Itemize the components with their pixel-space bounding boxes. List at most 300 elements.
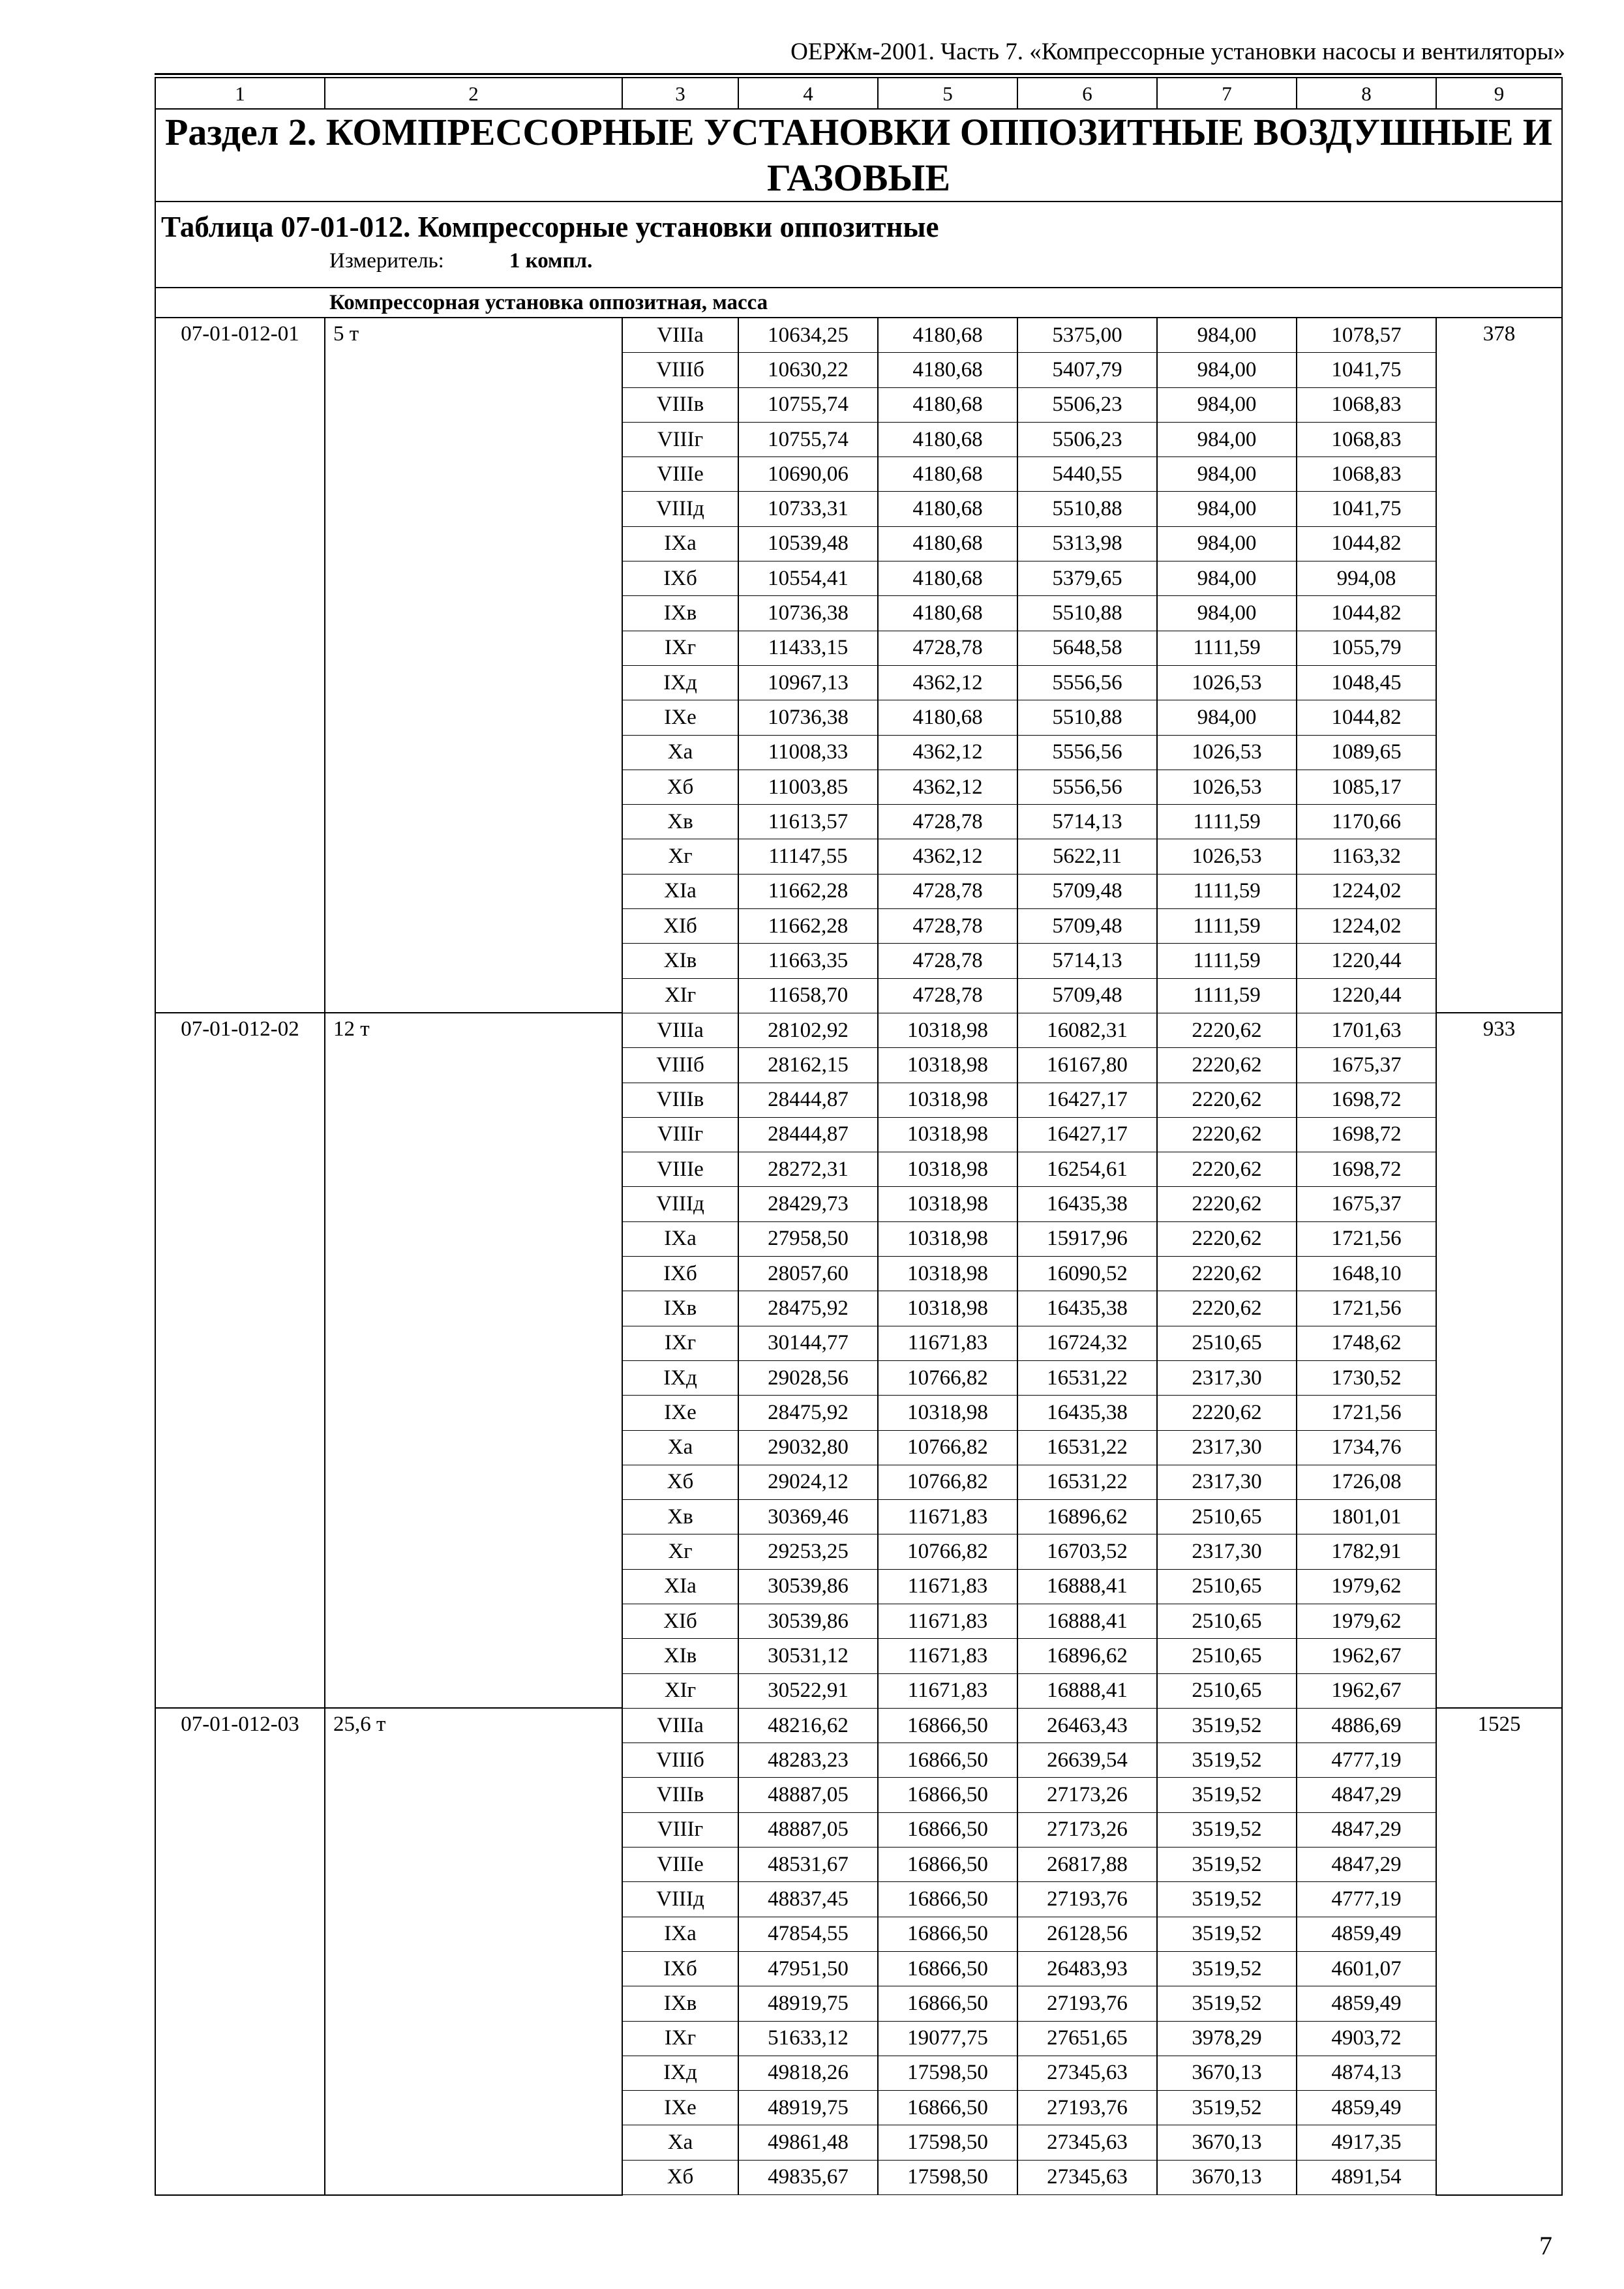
value-cell: 10318,98	[878, 1152, 1017, 1187]
value-cell: 4917,35	[1297, 2125, 1436, 2160]
value-cell: 1734,76	[1297, 1430, 1436, 1465]
value-cell: 2317,30	[1157, 1360, 1297, 1395]
value-cell: 30531,12	[738, 1639, 878, 1673]
value-cell: 1111,59	[1157, 944, 1297, 978]
value-cell: 4728,78	[878, 631, 1017, 665]
value-cell: 3978,29	[1157, 2021, 1297, 2056]
category-cell: IXe	[622, 2091, 738, 2125]
value-cell: 10318,98	[878, 1221, 1017, 1256]
value-cell: 2220,62	[1157, 1396, 1297, 1430]
value-cell: 5709,48	[1017, 874, 1157, 908]
rate-name: 25,6 т	[325, 1708, 622, 2194]
value-cell: 16724,32	[1017, 1326, 1157, 1360]
category-cell: IXб	[622, 561, 738, 596]
value-cell: 10736,38	[738, 700, 878, 735]
column-number: 5	[878, 78, 1017, 109]
value-cell: 5709,48	[1017, 978, 1157, 1013]
value-cell: 5506,23	[1017, 387, 1157, 422]
category-cell: XIв	[622, 1639, 738, 1673]
value-cell: 4180,68	[878, 353, 1017, 387]
value-cell: 1801,01	[1297, 1500, 1436, 1534]
value-cell: 11662,28	[738, 909, 878, 944]
value-cell: 984,00	[1157, 387, 1297, 422]
value-cell: 1962,67	[1297, 1673, 1436, 1708]
value-cell: 27173,26	[1017, 1778, 1157, 1812]
category-cell: IXe	[622, 1396, 738, 1430]
value-cell: 2510,65	[1157, 1326, 1297, 1360]
value-cell: 1224,02	[1297, 909, 1436, 944]
value-cell: 10766,82	[878, 1360, 1017, 1395]
category-cell: Xв	[622, 1500, 738, 1534]
value-cell: 1078,57	[1297, 318, 1436, 353]
value-cell: 1044,82	[1297, 700, 1436, 735]
value-cell: 30522,91	[738, 1673, 878, 1708]
value-cell: 4777,19	[1297, 1882, 1436, 1917]
value-cell: 16896,62	[1017, 1639, 1157, 1673]
value-cell: 10766,82	[878, 1430, 1017, 1465]
value-cell: 30144,77	[738, 1326, 878, 1360]
category-cell: XIб	[622, 1604, 738, 1638]
value-cell: 1089,65	[1297, 735, 1436, 770]
value-cell: 29024,12	[738, 1465, 878, 1499]
value-cell: 11003,85	[738, 770, 878, 804]
value-cell: 4180,68	[878, 387, 1017, 422]
column-number-row	[155, 78, 1562, 109]
category-cell: VIIIд	[622, 1882, 738, 1917]
category-cell: Xa	[622, 2125, 738, 2160]
value-cell: 16866,50	[878, 1708, 1017, 1743]
value-cell: 16090,52	[1017, 1257, 1157, 1291]
value-cell: 11662,28	[738, 874, 878, 908]
value-cell: 16531,22	[1017, 1360, 1157, 1395]
category-cell: IXa	[622, 1221, 738, 1256]
value-cell: 10318,98	[878, 1291, 1017, 1326]
value-cell: 4362,12	[878, 735, 1017, 770]
value-cell: 2510,65	[1157, 1604, 1297, 1638]
category-cell: IXв	[622, 1986, 738, 2021]
value-cell: 4728,78	[878, 909, 1017, 944]
value-cell: 4180,68	[878, 457, 1017, 492]
category-cell: VIIIe	[622, 457, 738, 492]
value-cell: 26463,43	[1017, 1708, 1157, 1743]
value-cell: 4180,68	[878, 492, 1017, 526]
category-cell: VIIIв	[622, 1083, 738, 1117]
value-cell: 1648,10	[1297, 1257, 1436, 1291]
value-cell: 1111,59	[1157, 874, 1297, 908]
value-cell: 10318,98	[878, 1048, 1017, 1083]
category-cell: IXг	[622, 631, 738, 665]
value-cell: 16866,50	[878, 1951, 1017, 1986]
meter-row	[155, 244, 1562, 288]
value-cell: 11613,57	[738, 805, 878, 839]
column-number: 7	[1157, 78, 1297, 109]
category-cell: IXд	[622, 665, 738, 700]
value-cell: 28444,87	[738, 1083, 878, 1117]
value-cell: 5622,11	[1017, 839, 1157, 874]
value-cell: 3519,52	[1157, 1848, 1297, 1882]
value-cell: 27345,63	[1017, 2160, 1157, 2194]
page-number: 7	[1539, 2231, 1552, 2260]
value-cell: 2510,65	[1157, 1673, 1297, 1708]
value-cell: 3670,13	[1157, 2160, 1297, 2194]
category-cell: Xг	[622, 839, 738, 874]
value-cell: 11671,83	[878, 1673, 1017, 1708]
value-cell: 4847,29	[1297, 1778, 1436, 1812]
category-cell: VIIIг	[622, 422, 738, 456]
value-cell: 16866,50	[878, 1848, 1017, 1882]
value-cell: 17598,50	[878, 2160, 1017, 2194]
value-cell: 10318,98	[878, 1083, 1017, 1117]
value-cell: 16866,50	[878, 1882, 1017, 1917]
value-cell: 3670,13	[1157, 2056, 1297, 2090]
category-cell: Xг	[622, 1534, 738, 1569]
value-cell: 11671,83	[878, 1639, 1017, 1673]
category-cell: IXa	[622, 1917, 738, 1951]
value-cell: 4728,78	[878, 978, 1017, 1013]
value-cell: 1041,75	[1297, 353, 1436, 387]
value-cell: 1068,83	[1297, 457, 1436, 492]
value-cell: 984,00	[1157, 492, 1297, 526]
running-header: ОЕРЖм-2001. Часть 7. «Компрессорные установки насосы и вентиляторы»	[790, 38, 1565, 65]
value-cell: 16427,17	[1017, 1117, 1157, 1152]
value-cell: 27193,76	[1017, 1882, 1157, 1917]
category-cell: VIIIб	[622, 353, 738, 387]
category-cell: VIIIг	[622, 1812, 738, 1847]
value-cell: 48919,75	[738, 2091, 878, 2125]
value-cell: 4728,78	[878, 944, 1017, 978]
value-cell: 51633,12	[738, 2021, 878, 2056]
category-cell: XIг	[622, 978, 738, 1013]
value-cell: 984,00	[1157, 700, 1297, 735]
value-cell: 49861,48	[738, 2125, 878, 2160]
value-cell: 27958,50	[738, 1221, 878, 1256]
value-cell: 10539,48	[738, 526, 878, 561]
value-cell: 1044,82	[1297, 596, 1436, 631]
value-cell: 1085,17	[1297, 770, 1436, 804]
table-row	[155, 1708, 1562, 1743]
value-cell: 5556,56	[1017, 665, 1157, 700]
value-cell: 4728,78	[878, 805, 1017, 839]
section-row	[155, 109, 1562, 202]
value-cell: 5510,88	[1017, 596, 1157, 631]
value-cell: 1224,02	[1297, 874, 1436, 908]
value-cell: 19077,75	[878, 2021, 1017, 2056]
value-cell: 984,00	[1157, 353, 1297, 387]
category-cell: VIIIв	[622, 1778, 738, 1812]
value-cell: 2220,62	[1157, 1117, 1297, 1152]
category-cell: IXa	[622, 526, 738, 561]
value-cell: 1721,56	[1297, 1291, 1436, 1326]
value-cell: 16866,50	[878, 1917, 1017, 1951]
col9-value: 378	[1436, 318, 1562, 1013]
value-cell: 1220,44	[1297, 944, 1436, 978]
value-cell: 5379,65	[1017, 561, 1157, 596]
category-cell: XIa	[622, 874, 738, 908]
category-cell: IXг	[622, 2021, 738, 2056]
rate-code: 07-01-012-02	[155, 1013, 325, 1708]
value-cell: 16531,22	[1017, 1430, 1157, 1465]
value-cell: 5556,56	[1017, 770, 1157, 804]
value-cell: 1698,72	[1297, 1117, 1436, 1152]
value-cell: 1721,56	[1297, 1396, 1436, 1430]
value-cell: 47951,50	[738, 1951, 878, 1986]
value-cell: 29032,80	[738, 1430, 878, 1465]
value-cell: 1782,91	[1297, 1534, 1436, 1569]
value-cell: 16866,50	[878, 1743, 1017, 1778]
value-cell: 10736,38	[738, 596, 878, 631]
value-cell: 3670,13	[1157, 2125, 1297, 2160]
value-cell: 3519,52	[1157, 1708, 1297, 1743]
value-cell: 3519,52	[1157, 1743, 1297, 1778]
value-cell: 11671,83	[878, 1326, 1017, 1360]
value-cell: 48531,67	[738, 1848, 878, 1882]
value-cell: 16866,50	[878, 1778, 1017, 1812]
price-table	[155, 77, 1563, 2196]
value-cell: 4180,68	[878, 318, 1017, 353]
column-number: 4	[738, 78, 878, 109]
value-cell: 11671,83	[878, 1569, 1017, 1604]
value-cell: 1111,59	[1157, 909, 1297, 944]
category-cell: VIIIe	[622, 1152, 738, 1187]
value-cell: 984,00	[1157, 561, 1297, 596]
value-cell: 16703,52	[1017, 1534, 1157, 1569]
value-cell: 1698,72	[1297, 1152, 1436, 1187]
value-cell: 28272,31	[738, 1152, 878, 1187]
value-cell: 10755,74	[738, 387, 878, 422]
value-cell: 4859,49	[1297, 1917, 1436, 1951]
category-cell: VIIIa	[622, 1708, 738, 1743]
category-cell: VIIIб	[622, 1743, 738, 1778]
value-cell: 26128,56	[1017, 1917, 1157, 1951]
category-cell: Xб	[622, 1465, 738, 1499]
meter-cell	[155, 244, 1562, 288]
value-cell: 4180,68	[878, 422, 1017, 456]
value-cell: 5313,98	[1017, 526, 1157, 561]
value-cell: 11147,55	[738, 839, 878, 874]
value-cell: 27345,63	[1017, 2056, 1157, 2090]
table-row	[155, 1013, 1562, 1047]
category-cell: IXб	[622, 1257, 738, 1291]
value-cell: 2220,62	[1157, 1048, 1297, 1083]
value-cell: 28162,15	[738, 1048, 878, 1083]
value-cell: 4362,12	[878, 665, 1017, 700]
table-body	[155, 78, 1562, 2195]
value-cell: 3519,52	[1157, 1917, 1297, 1951]
value-cell: 1044,82	[1297, 526, 1436, 561]
value-cell: 3519,52	[1157, 1951, 1297, 1986]
value-cell: 4859,49	[1297, 1986, 1436, 2021]
value-cell: 1979,62	[1297, 1569, 1436, 1604]
value-cell: 16435,38	[1017, 1187, 1157, 1221]
value-cell: 49835,67	[738, 2160, 878, 2194]
value-cell: 26639,54	[1017, 1743, 1157, 1778]
column-number: 9	[1436, 78, 1562, 109]
value-cell: 5714,13	[1017, 805, 1157, 839]
value-cell: 5556,56	[1017, 735, 1157, 770]
category-cell: IXв	[622, 1291, 738, 1326]
value-cell: 5440,55	[1017, 457, 1157, 492]
value-cell: 2220,62	[1157, 1187, 1297, 1221]
rate-name: 5 т	[325, 318, 622, 1013]
value-cell: 4601,07	[1297, 1951, 1436, 1986]
value-cell: 5375,00	[1017, 318, 1157, 353]
value-cell: 5510,88	[1017, 700, 1157, 735]
value-cell: 984,00	[1157, 526, 1297, 561]
value-cell: 10318,98	[878, 1013, 1017, 1047]
meter-unit: 1 компл.	[509, 249, 593, 273]
value-cell: 48283,23	[738, 1743, 878, 1778]
subheading-row	[155, 288, 1562, 318]
rate-code: 07-01-012-01	[155, 318, 325, 1013]
value-cell: 2220,62	[1157, 1152, 1297, 1187]
value-cell: 2220,62	[1157, 1291, 1297, 1326]
value-cell: 26817,88	[1017, 1848, 1157, 1882]
value-cell: 1111,59	[1157, 631, 1297, 665]
value-cell: 4891,54	[1297, 2160, 1436, 2194]
value-cell: 994,08	[1297, 561, 1436, 596]
value-cell: 10318,98	[878, 1117, 1017, 1152]
value-cell: 11658,70	[738, 978, 878, 1013]
value-cell: 16896,62	[1017, 1500, 1157, 1534]
category-cell: VIIIд	[622, 1187, 738, 1221]
value-cell: 16254,61	[1017, 1152, 1157, 1187]
value-cell: 15917,96	[1017, 1221, 1157, 1256]
value-cell: 16866,50	[878, 2091, 1017, 2125]
value-cell: 1721,56	[1297, 1221, 1436, 1256]
value-cell: 2510,65	[1157, 1500, 1297, 1534]
value-cell: 28475,92	[738, 1396, 878, 1430]
value-cell: 28429,73	[738, 1187, 878, 1221]
category-cell: XIв	[622, 944, 738, 978]
value-cell: 1979,62	[1297, 1604, 1436, 1638]
value-cell: 16167,80	[1017, 1048, 1157, 1083]
value-cell: 1026,53	[1157, 770, 1297, 804]
value-cell: 16082,31	[1017, 1013, 1157, 1047]
value-cell: 47854,55	[738, 1917, 878, 1951]
category-cell: IXд	[622, 2056, 738, 2090]
value-cell: 1748,62	[1297, 1326, 1436, 1360]
value-cell: 16531,22	[1017, 1465, 1157, 1499]
value-cell: 4859,49	[1297, 2091, 1436, 2125]
category-cell: XIг	[622, 1673, 738, 1708]
value-cell: 30539,86	[738, 1569, 878, 1604]
value-cell: 26483,93	[1017, 1951, 1157, 1986]
value-cell: 48887,05	[738, 1778, 878, 1812]
value-cell: 16427,17	[1017, 1083, 1157, 1117]
meter-label: Измеритель:	[329, 249, 444, 273]
value-cell: 5506,23	[1017, 422, 1157, 456]
value-cell: 27651,65	[1017, 2021, 1157, 2056]
section-title: Раздел 2. КОМПРЕССОРНЫЕ УСТАНОВКИ ОППОЗИТНЫЕ ВОЗДУШНЫЕ И ГАЗОВЫЕ	[155, 109, 1562, 202]
category-cell: Xв	[622, 805, 738, 839]
col9-value: 933	[1436, 1013, 1562, 1708]
value-cell: 2317,30	[1157, 1534, 1297, 1569]
value-cell: 2220,62	[1157, 1013, 1297, 1047]
value-cell: 4180,68	[878, 561, 1017, 596]
value-cell: 3519,52	[1157, 1778, 1297, 1812]
column-number: 8	[1297, 78, 1436, 109]
value-cell: 11008,33	[738, 735, 878, 770]
value-cell: 27193,76	[1017, 1986, 1157, 2021]
column-number: 2	[325, 78, 622, 109]
value-cell: 2317,30	[1157, 1465, 1297, 1499]
value-cell: 1163,32	[1297, 839, 1436, 874]
category-cell: Xa	[622, 735, 738, 770]
value-cell: 4903,72	[1297, 2021, 1436, 2056]
value-cell: 1675,37	[1297, 1187, 1436, 1221]
category-cell: XIa	[622, 1569, 738, 1604]
value-cell: 2510,65	[1157, 1639, 1297, 1673]
column-number: 6	[1017, 78, 1157, 109]
subheading: Компрессорная установка оппозитная, масса	[155, 288, 1562, 318]
value-cell: 10318,98	[878, 1257, 1017, 1291]
value-cell: 984,00	[1157, 422, 1297, 456]
value-cell: 4180,68	[878, 700, 1017, 735]
value-cell: 984,00	[1157, 596, 1297, 631]
value-cell: 17598,50	[878, 2056, 1017, 2090]
value-cell: 10733,31	[738, 492, 878, 526]
value-cell: 1048,45	[1297, 665, 1436, 700]
value-cell: 10766,82	[878, 1465, 1017, 1499]
category-cell: VIIIa	[622, 318, 738, 353]
value-cell: 4847,29	[1297, 1812, 1436, 1847]
value-cell: 3519,52	[1157, 1882, 1297, 1917]
value-cell: 5709,48	[1017, 909, 1157, 944]
value-cell: 1111,59	[1157, 805, 1297, 839]
category-cell: IXe	[622, 700, 738, 735]
value-cell: 1026,53	[1157, 839, 1297, 874]
value-cell: 11433,15	[738, 631, 878, 665]
value-cell: 10967,13	[738, 665, 878, 700]
value-cell: 16888,41	[1017, 1604, 1157, 1638]
value-cell: 5648,58	[1017, 631, 1157, 665]
value-cell: 1170,66	[1297, 805, 1436, 839]
value-cell: 1726,08	[1297, 1465, 1436, 1499]
value-cell: 48837,45	[738, 1882, 878, 1917]
rate-name: 12 т	[325, 1013, 622, 1708]
value-cell: 10766,82	[878, 1534, 1017, 1569]
column-number: 1	[155, 78, 325, 109]
value-cell: 30539,86	[738, 1604, 878, 1638]
category-cell: IXв	[622, 596, 738, 631]
value-cell: 48216,62	[738, 1708, 878, 1743]
value-cell: 16888,41	[1017, 1569, 1157, 1604]
category-cell: VIIIe	[622, 1848, 738, 1882]
value-cell: 29028,56	[738, 1360, 878, 1395]
category-cell: Xб	[622, 2160, 738, 2194]
value-cell: 1675,37	[1297, 1048, 1436, 1083]
value-cell: 2317,30	[1157, 1430, 1297, 1465]
value-cell: 1220,44	[1297, 978, 1436, 1013]
value-cell: 28057,60	[738, 1257, 878, 1291]
value-cell: 4180,68	[878, 526, 1017, 561]
category-cell: VIIIв	[622, 387, 738, 422]
value-cell: 4180,68	[878, 596, 1017, 631]
value-cell: 16888,41	[1017, 1673, 1157, 1708]
value-cell: 28444,87	[738, 1117, 878, 1152]
value-cell: 1041,75	[1297, 492, 1436, 526]
value-cell: 4728,78	[878, 874, 1017, 908]
value-cell: 1962,67	[1297, 1639, 1436, 1673]
value-cell: 48887,05	[738, 1812, 878, 1847]
value-cell: 10630,22	[738, 353, 878, 387]
value-cell: 1068,83	[1297, 422, 1436, 456]
value-cell: 10755,74	[738, 422, 878, 456]
category-cell: VIIIa	[622, 1013, 738, 1047]
value-cell: 2220,62	[1157, 1221, 1297, 1256]
value-cell: 10318,98	[878, 1187, 1017, 1221]
category-cell: VIIIб	[622, 1048, 738, 1083]
